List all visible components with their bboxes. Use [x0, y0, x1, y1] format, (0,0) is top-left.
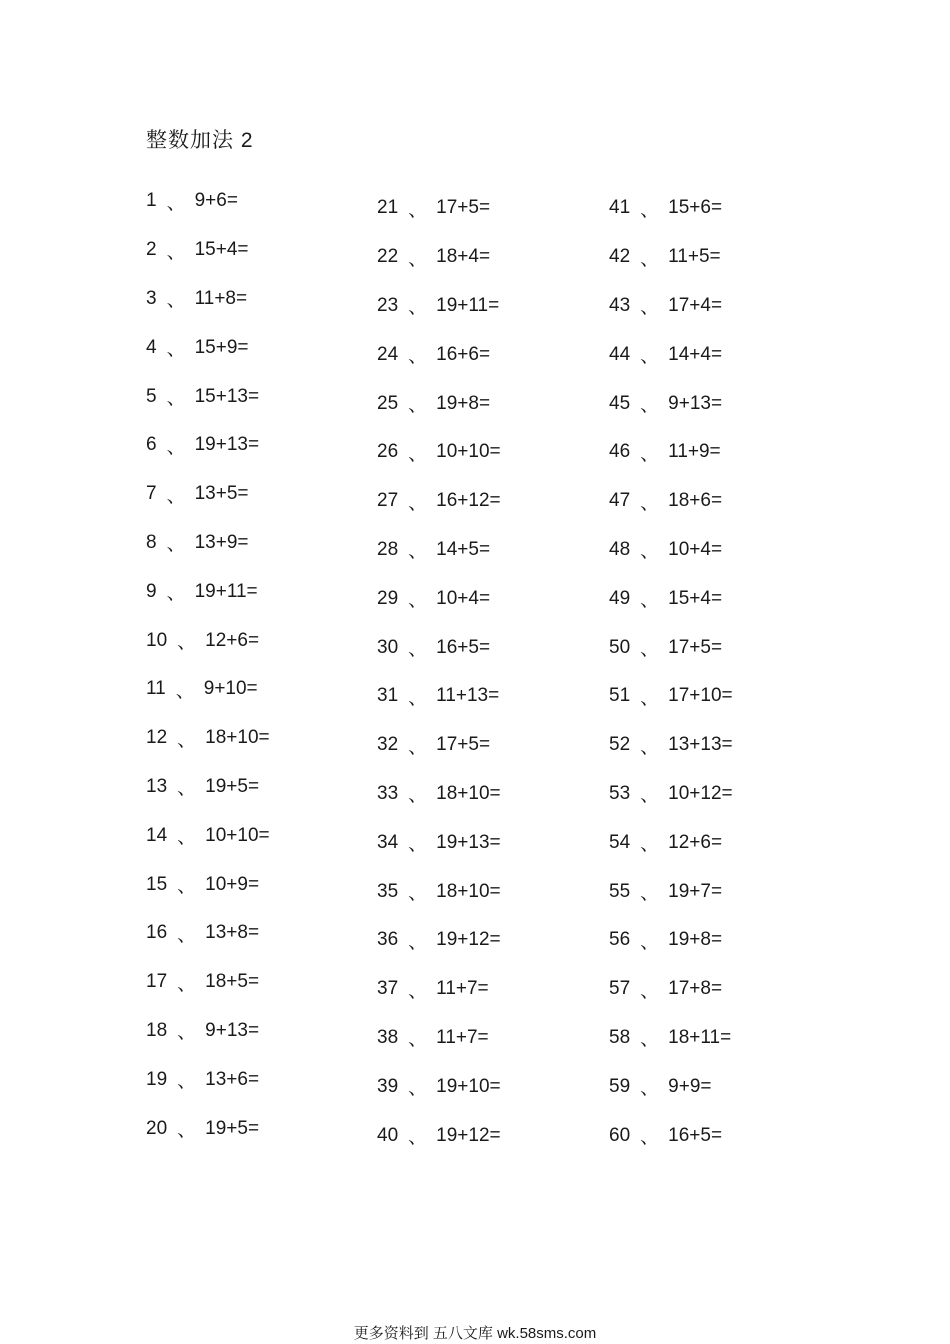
problem-separator: 、	[408, 785, 428, 807]
problem-column-3	[609, 184, 829, 1160]
problem-item	[377, 1014, 597, 1063]
problem-item	[377, 818, 597, 867]
problem-separator: 、	[408, 346, 428, 368]
problem-separator: 、	[408, 931, 428, 953]
problem-item	[377, 672, 597, 721]
problem-separator: 、	[408, 590, 428, 612]
problem-item	[609, 672, 829, 721]
problem-number: 48	[609, 538, 631, 560]
problem-expression: 9+9=	[668, 1075, 712, 1097]
problem-expression: 19+12=	[436, 929, 501, 951]
problem-item	[146, 226, 366, 275]
problem-column-2	[377, 184, 597, 1160]
problem-item	[609, 282, 829, 331]
problem-separator: 、	[177, 924, 197, 946]
problem-item	[609, 965, 829, 1014]
problem-expression: 19+8=	[436, 392, 491, 414]
problem-expression: 9+6=	[194, 190, 238, 212]
problem-expression: 10+4=	[668, 538, 723, 560]
problem-number: 28	[377, 538, 399, 560]
problem-separator: 、	[408, 395, 428, 417]
problem-item	[146, 909, 366, 958]
problem-item	[609, 428, 829, 477]
problem-expression: 19+12=	[436, 1124, 501, 1146]
problem-number: 55	[609, 880, 631, 902]
problem-number: 51	[609, 685, 631, 707]
problem-expression: 9+10=	[203, 678, 258, 700]
problem-item	[146, 567, 366, 616]
problem-item	[377, 526, 597, 575]
problem-item	[146, 616, 366, 665]
problem-number: 47	[609, 490, 631, 512]
problem-number: 19	[146, 1068, 168, 1090]
problem-separator: 、	[408, 980, 428, 1002]
problem-expression: 17+4=	[668, 294, 723, 316]
problem-number: 22	[377, 246, 399, 268]
problem-expression: 19+11=	[194, 580, 258, 602]
problem-item	[146, 1104, 366, 1153]
problem-item	[609, 184, 829, 233]
problem-separator: 、	[640, 980, 660, 1002]
problem-number: 56	[609, 929, 631, 951]
problem-number: 32	[377, 734, 399, 756]
problem-expression: 11+8=	[194, 287, 248, 309]
problem-number: 46	[609, 441, 631, 463]
problem-number: 45	[609, 392, 631, 414]
problem-separator: 、	[640, 736, 660, 758]
problem-separator: 、	[640, 199, 660, 221]
problem-separator: 、	[166, 534, 186, 556]
problem-separator: 、	[640, 883, 660, 905]
problem-separator: 、	[408, 1127, 428, 1149]
problem-item	[609, 1111, 829, 1160]
problem-item	[146, 421, 366, 470]
problem-expression: 19+13=	[436, 831, 501, 853]
problem-item	[377, 574, 597, 623]
problem-expression: 16+5=	[668, 1124, 723, 1146]
problem-item	[146, 177, 366, 226]
problem-item	[609, 233, 829, 282]
problem-item	[377, 721, 597, 770]
problem-expression: 15+9=	[194, 336, 249, 358]
problem-item	[146, 323, 366, 372]
problem-separator: 、	[177, 876, 197, 898]
problem-number: 3	[146, 287, 157, 309]
problem-number: 30	[377, 636, 399, 658]
problem-separator: 、	[640, 785, 660, 807]
problem-expression: 13+9=	[194, 531, 249, 553]
problem-separator: 、	[177, 1022, 197, 1044]
problem-separator: 、	[166, 290, 186, 312]
problem-number: 17	[146, 971, 168, 993]
problem-separator: 、	[640, 346, 660, 368]
problem-item	[377, 1111, 597, 1160]
problem-number: 57	[609, 978, 631, 1000]
problem-number: 58	[609, 1026, 631, 1048]
problem-item	[377, 379, 597, 428]
problem-separator: 、	[408, 883, 428, 905]
problem-separator: 、	[640, 1029, 660, 1051]
problem-separator: 、	[640, 297, 660, 319]
problem-separator: 、	[640, 639, 660, 661]
problem-separator: 、	[166, 241, 186, 263]
problem-item	[377, 770, 597, 819]
problem-expression: 11+9=	[668, 441, 721, 463]
problem-separator: 、	[640, 248, 660, 270]
problem-number: 21	[377, 197, 399, 219]
problem-item	[146, 1055, 366, 1104]
problem-expression: 14+5=	[436, 538, 491, 560]
problem-item	[609, 623, 829, 672]
problem-expression: 19+11=	[436, 294, 500, 316]
problem-separator: 、	[408, 199, 428, 221]
problem-number: 60	[609, 1124, 631, 1146]
problem-item	[609, 867, 829, 916]
problem-number: 12	[146, 727, 168, 749]
problem-separator: 、	[640, 590, 660, 612]
problem-item	[609, 526, 829, 575]
problem-separator: 、	[166, 436, 186, 458]
problem-item	[609, 477, 829, 526]
problem-expression: 17+5=	[668, 636, 723, 658]
problem-expression: 17+5=	[436, 734, 491, 756]
problem-item	[609, 1062, 829, 1111]
problem-number: 31	[377, 685, 399, 707]
problem-separator: 、	[177, 632, 197, 654]
problem-expression: 17+5=	[436, 197, 491, 219]
problem-item	[377, 330, 597, 379]
problem-item	[609, 1014, 829, 1063]
problem-expression: 16+5=	[436, 636, 491, 658]
problem-number: 42	[609, 246, 631, 268]
problem-separator: 、	[177, 778, 197, 800]
problem-separator: 、	[640, 687, 660, 709]
problem-item	[609, 916, 829, 965]
problem-item	[377, 428, 597, 477]
problem-item	[609, 379, 829, 428]
problem-expression: 12+6=	[668, 831, 723, 853]
problem-expression: 15+4=	[194, 239, 249, 261]
problem-item	[609, 330, 829, 379]
problem-item	[377, 965, 597, 1014]
problem-expression: 18+5=	[205, 971, 260, 993]
problem-number: 52	[609, 734, 631, 756]
problem-expression: 15+13=	[194, 385, 260, 407]
problem-separator: 、	[640, 395, 660, 417]
problem-item	[146, 470, 366, 519]
problem-expression: 18+4=	[436, 246, 491, 268]
problem-number: 9	[146, 580, 157, 602]
problem-expression: 18+10=	[205, 727, 270, 749]
problem-item	[146, 811, 366, 860]
problem-item	[146, 860, 366, 909]
problem-number: 25	[377, 392, 399, 414]
problem-separator: 、	[166, 485, 186, 507]
problem-item	[146, 372, 366, 421]
problem-separator: 、	[177, 1120, 197, 1142]
footer-watermark: 更多资料到 五八文库 wk.58sms.com	[353, 1325, 597, 1342]
problem-separator: 、	[640, 1127, 660, 1149]
problem-number: 20	[146, 1117, 168, 1139]
problem-item	[377, 867, 597, 916]
problem-expression: 18+10=	[436, 782, 501, 804]
problem-separator: 、	[177, 729, 197, 751]
problem-expression: 19+13=	[194, 434, 260, 456]
problem-expression: 10+12=	[668, 782, 733, 804]
problem-separator: 、	[177, 1071, 197, 1093]
problem-expression: 10+9=	[205, 873, 260, 895]
problem-number: 34	[377, 831, 399, 853]
problem-separator: 、	[640, 443, 660, 465]
problem-separator: 、	[166, 339, 186, 361]
problem-separator: 、	[408, 492, 428, 514]
problem-separator: 、	[166, 192, 186, 214]
problem-item	[609, 818, 829, 867]
problem-item	[146, 763, 366, 812]
problem-expression: 13+5=	[194, 483, 249, 505]
problem-expression: 13+6=	[205, 1068, 260, 1090]
problem-expression: 16+12=	[436, 490, 501, 512]
problem-separator: 、	[408, 1078, 428, 1100]
problem-number: 23	[377, 294, 399, 316]
problem-expression: 9+13=	[205, 1019, 260, 1041]
problem-item	[146, 714, 366, 763]
problem-item	[146, 275, 366, 324]
problem-number: 26	[377, 441, 399, 463]
problem-expression: 9+13=	[668, 392, 723, 414]
problem-separator: 、	[408, 834, 428, 856]
problem-item	[146, 958, 366, 1007]
problem-number: 41	[609, 197, 631, 219]
problem-number: 14	[146, 824, 168, 846]
problem-item	[377, 184, 597, 233]
problem-separator: 、	[408, 687, 428, 709]
problem-expression: 18+10=	[436, 880, 501, 902]
problem-expression: 17+8=	[668, 978, 723, 1000]
problem-expression: 12+6=	[205, 629, 260, 651]
problem-separator: 、	[640, 492, 660, 514]
problem-item	[609, 721, 829, 770]
problem-number: 43	[609, 294, 631, 316]
problem-item	[377, 233, 597, 282]
problem-separator: 、	[640, 541, 660, 563]
problem-separator: 、	[175, 680, 195, 702]
problem-expression: 11+7=	[436, 1026, 489, 1048]
problem-number: 8	[146, 531, 157, 553]
problem-item	[377, 477, 597, 526]
problem-number: 49	[609, 587, 631, 609]
problem-separator: 、	[408, 248, 428, 270]
problem-number: 11	[146, 678, 166, 700]
problem-expression: 17+10=	[668, 685, 733, 707]
page-title: 整数加法 2	[146, 129, 254, 152]
problem-number: 15	[146, 873, 168, 895]
problem-expression: 19+8=	[668, 929, 723, 951]
problem-number: 50	[609, 636, 631, 658]
problem-number: 37	[377, 978, 399, 1000]
problem-separator: 、	[640, 834, 660, 856]
problem-item	[146, 1007, 366, 1056]
problem-expression: 10+10=	[205, 824, 270, 846]
problem-expression: 19+5=	[205, 775, 260, 797]
problem-separator: 、	[177, 827, 197, 849]
problem-separator: 、	[408, 443, 428, 465]
problem-separator: 、	[408, 297, 428, 319]
problem-number: 7	[146, 483, 157, 505]
problem-number: 10	[146, 629, 168, 651]
problem-number: 1	[146, 190, 157, 212]
problem-expression: 11+13=	[436, 685, 500, 707]
problem-number: 18	[146, 1019, 168, 1041]
problem-item	[377, 282, 597, 331]
problem-item	[377, 916, 597, 965]
problem-number: 59	[609, 1075, 631, 1097]
problem-separator: 、	[408, 1029, 428, 1051]
problem-number: 39	[377, 1075, 399, 1097]
problem-separator: 、	[408, 736, 428, 758]
problem-number: 16	[146, 922, 168, 944]
problem-item	[146, 519, 366, 568]
problem-expression: 16+6=	[436, 343, 491, 365]
problem-number: 44	[609, 343, 631, 365]
problem-item	[146, 665, 366, 714]
problem-expression: 18+6=	[668, 490, 723, 512]
problem-number: 35	[377, 880, 399, 902]
problem-number: 27	[377, 490, 399, 512]
problem-number: 5	[146, 385, 157, 407]
problem-number: 24	[377, 343, 399, 365]
problem-number: 29	[377, 587, 399, 609]
problem-expression: 13+8=	[205, 922, 260, 944]
problem-item	[609, 770, 829, 819]
problem-expression: 19+7=	[668, 880, 723, 902]
problem-item	[377, 1062, 597, 1111]
problem-separator: 、	[166, 583, 186, 605]
problem-item	[609, 574, 829, 623]
problem-expression: 10+4=	[436, 587, 491, 609]
problem-number: 2	[146, 239, 157, 261]
problem-expression: 10+10=	[436, 441, 501, 463]
problem-separator: 、	[640, 931, 660, 953]
problem-separator: 、	[177, 973, 197, 995]
problem-item	[377, 623, 597, 672]
problem-number: 40	[377, 1124, 399, 1146]
problem-number: 4	[146, 336, 157, 358]
problem-expression: 15+4=	[668, 587, 723, 609]
problem-expression: 18+11=	[668, 1026, 732, 1048]
problem-number: 53	[609, 782, 631, 804]
problem-separator: 、	[408, 639, 428, 661]
problem-expression: 19+10=	[436, 1075, 501, 1097]
problem-number: 54	[609, 831, 631, 853]
problem-expression: 14+4=	[668, 343, 723, 365]
problem-expression: 11+7=	[436, 978, 489, 1000]
problem-number: 38	[377, 1026, 399, 1048]
problem-column-1	[146, 177, 366, 1153]
problem-expression: 15+6=	[668, 197, 723, 219]
problem-number: 36	[377, 929, 399, 951]
problem-expression: 19+5=	[205, 1117, 260, 1139]
problem-number: 6	[146, 434, 157, 456]
problem-separator: 、	[640, 1078, 660, 1100]
problem-expression: 13+13=	[668, 734, 733, 756]
problem-separator: 、	[166, 388, 186, 410]
problem-number: 33	[377, 782, 399, 804]
problem-separator: 、	[408, 541, 428, 563]
problem-number: 13	[146, 775, 168, 797]
problem-expression: 11+5=	[668, 246, 721, 268]
